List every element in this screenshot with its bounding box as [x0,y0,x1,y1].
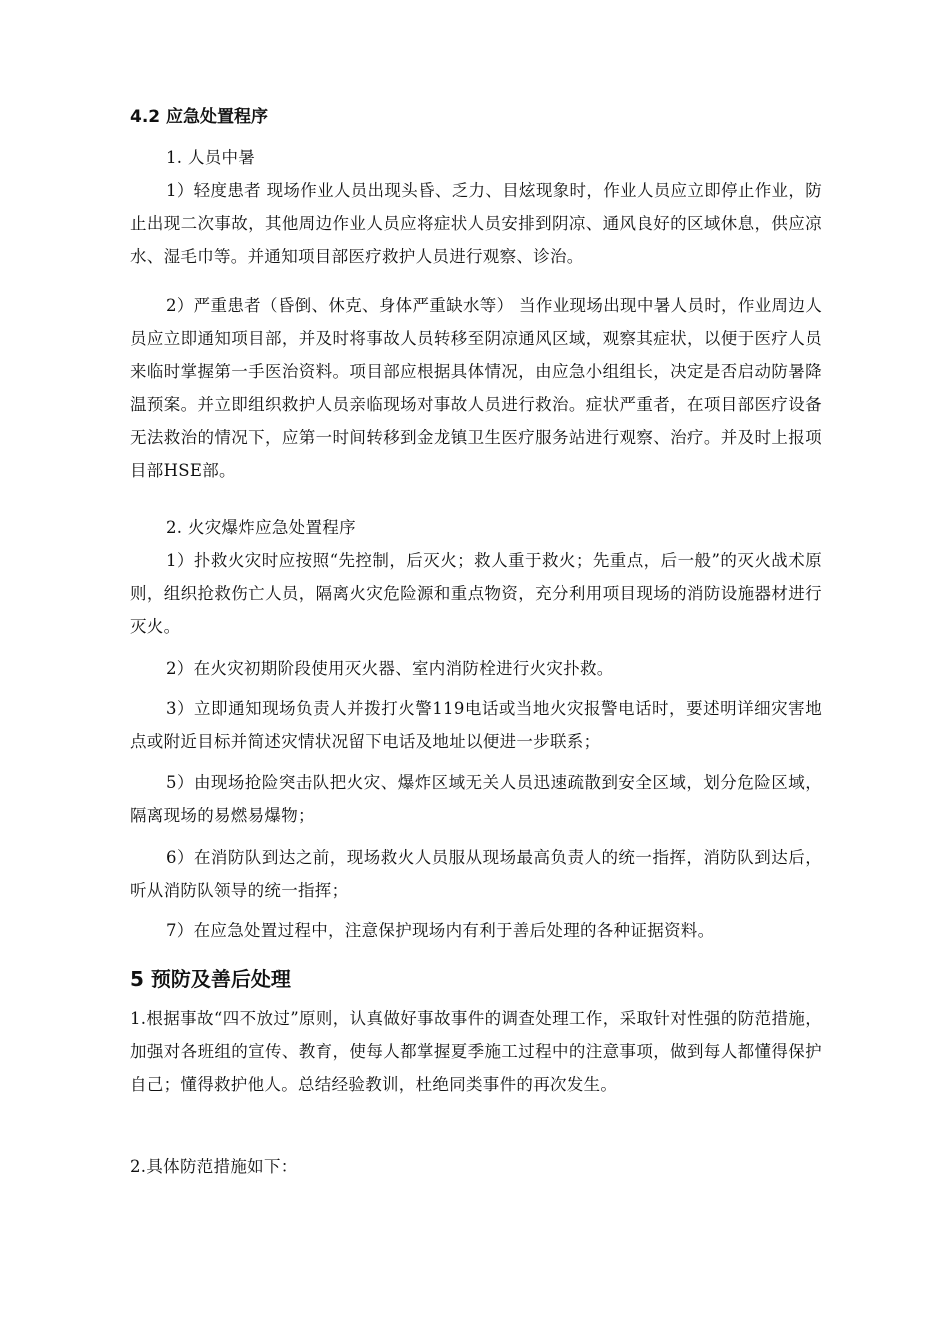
item2-paragraph-7: 7）在应急处置过程中，注意保护现场内有利于善后处理的各种证据资料。 [166,921,715,940]
item1-title: 1. 人员中暑 [166,148,256,167]
item2-paragraph-6: 6）在消防队到达之前，现场救火人员服从现场最高负责人的统一指挥，消防队到达后，听从消防队领导的统一指挥； [130,848,822,900]
item2-paragraph-5: 5）由现场抢险突击队把火灾、爆炸区域无关人员迅速疏散到安全区域，划分危险区域，隔离现场的易燃易爆物； [130,773,822,825]
item2-title: 2. 火灾爆炸应急处置程序 [166,518,356,537]
item2-paragraph-2: 2）在火灾初期阶段使用灭火器、室内消防栓进行火灾扑救。 [166,659,614,678]
section-5-paragraph-2: 2.具体防范措施如下： [130,1157,298,1176]
item1-paragraph-2: 2）严重患者（昏倒、休克、身体严重缺水等） 当作业现场出现中暑人员时，作业周边人员应立即通知项目部，并及时将事故人员转移至阴凉通风区域，观察其症状，以便于医疗人员来临时掌握第一手医治资料。项目部应根据具体情况，由应急小组组长，决定是否启动防暑降温预案。并立即组织救护人员亲临现场对事故人员进行救治。症状严重者，在项目部医疗设备无法救治的情况下，应第一时间转移到金龙镇卫生医疗服务站进行观察、治疗。并及时上报项目部HSE部。 [130,296,822,480]
item2-paragraph-3: 3）立即通知现场负责人并拨打火警119电话或当地火灾报警电话时，要述明详细灾害地点或附近目标并简述灾情状况留下电话及地址以便进一步联系； [130,699,822,751]
item1-paragraph-1: 1）轻度患者 现场作业人员出现头昏、乏力、目炫现象时，作业人员应立即停止作业，防止出现二次事故，其他周边作业人员应将症状人员安排到阴凉、通风良好的区域休息，供应凉水、湿毛巾等。并通知项目部医疗救护人员进行观察、诊治。 [130,181,822,266]
section-4-2-heading: 4.2 应急处置程序 [130,107,269,127]
section-5-heading: 5 预防及善后处理 [130,967,291,991]
section-5-paragraph-1: 1.根据事故“四不放过”原则，认真做好事故事件的调查处理工作，采取针对性强的防范措施，加强对各班组的宣传、教育，使每人都掌握夏季施工过程中的注意事项，做到每人都懂得保护自己；懂得救护他人。总结经验教训，杜绝同类事件的再次发生。 [130,1009,822,1094]
item2-paragraph-1: 1）扑救火灾时应按照“先控制，后灭火；救人重于救火；先重点，后一般”的灭火战术原则，组织抢救伤亡人员，隔离火灾危险源和重点物资，充分利用项目现场的消防设施器材进行灭火。 [130,551,822,636]
